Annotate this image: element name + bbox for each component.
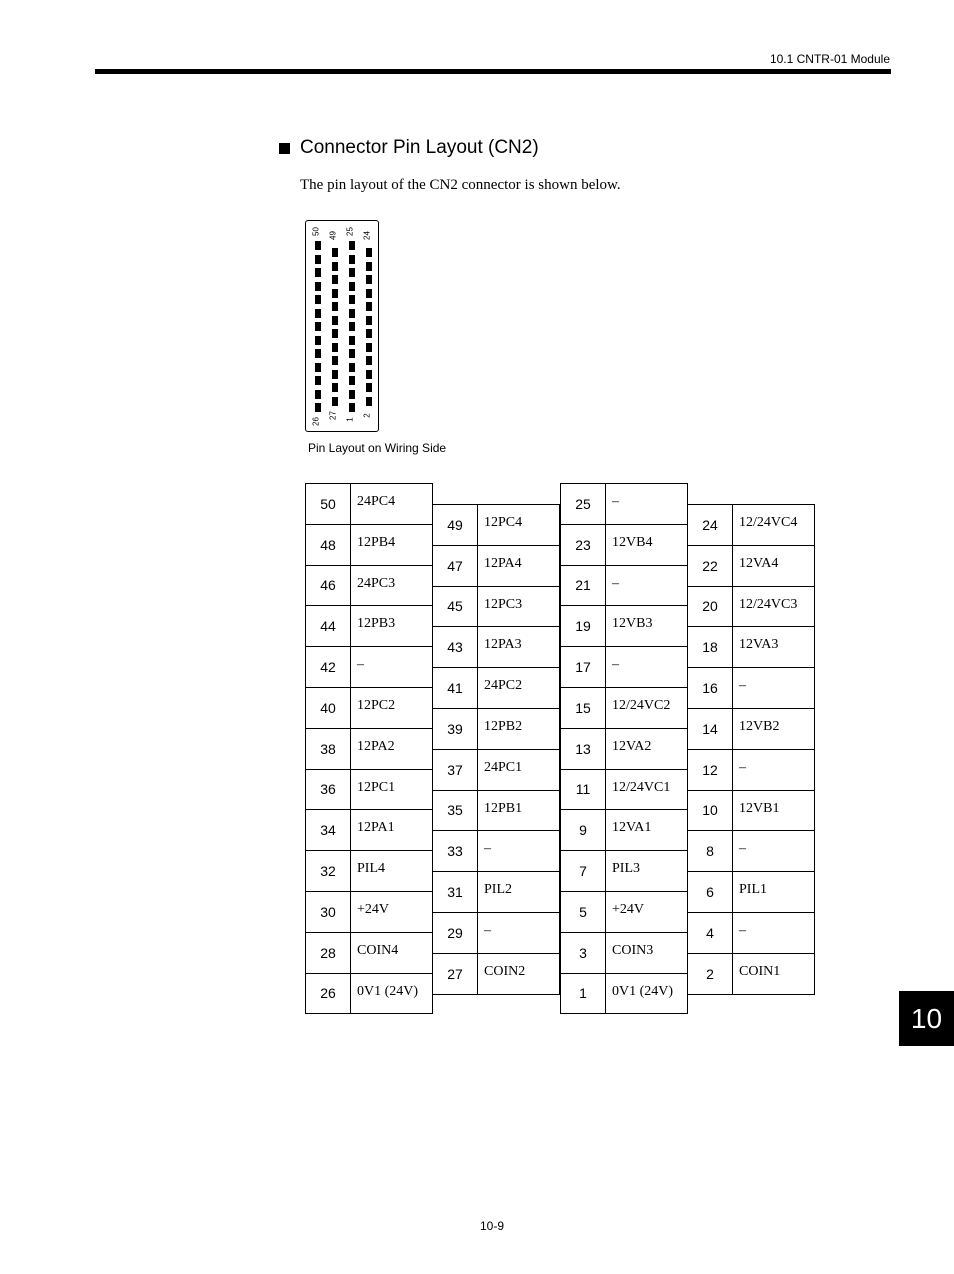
pin-number: 28 — [306, 933, 351, 973]
signal-name: – — [739, 841, 746, 857]
diagram-caption: Pin Layout on Wiring Side — [308, 441, 447, 455]
pin-number: 11 — [561, 770, 606, 810]
table-row — [433, 505, 559, 546]
pin-number: 22 — [688, 546, 733, 586]
signal-name: 0V1 (24V) — [612, 983, 674, 999]
signal-name: 12/24VC2 — [612, 697, 671, 713]
connector-pin — [332, 302, 338, 311]
table-row — [433, 546, 559, 587]
signal-name: – — [612, 657, 619, 673]
table-row — [688, 546, 814, 587]
pin-number: 3 — [561, 933, 606, 973]
connector-pin — [315, 336, 321, 345]
signal-name: PIL2 — [484, 882, 512, 898]
pin-number: 46 — [306, 566, 351, 606]
signal-name: 12PB4 — [357, 534, 396, 550]
pin-number: 19 — [561, 606, 606, 646]
pin-table-column — [432, 504, 560, 995]
table-row — [561, 851, 687, 892]
signal-name: +24V — [612, 901, 645, 917]
pin-number: 27 — [433, 954, 478, 994]
table-row — [688, 954, 814, 995]
connector-pin — [315, 363, 321, 372]
connector-pin — [366, 262, 372, 271]
signal-name: 24PC3 — [357, 575, 396, 591]
signal-name: PIL4 — [357, 861, 385, 877]
table-row — [688, 668, 814, 709]
pin-number: 39 — [433, 709, 478, 749]
signal-name: 12PB3 — [357, 616, 396, 632]
pin-number: 18 — [688, 627, 733, 667]
connector-pin — [332, 343, 338, 352]
connector-pin — [332, 316, 338, 325]
table-row — [688, 627, 814, 668]
signal-name: 12VB1 — [739, 800, 780, 816]
pin-number: 10 — [688, 791, 733, 831]
pin-number: 23 — [561, 525, 606, 565]
pin-number: 5 — [561, 892, 606, 932]
pin-number: 17 — [561, 647, 606, 687]
connector-pin — [349, 376, 355, 385]
pin-number: 30 — [306, 892, 351, 932]
signal-name: – — [357, 657, 364, 673]
pin-number: 38 — [306, 729, 351, 769]
pin-number: 12 — [688, 750, 733, 790]
connector-pin — [349, 282, 355, 291]
signal-name: 0V1 (24V) — [357, 983, 419, 999]
table-row — [561, 566, 687, 607]
pin-number: 43 — [433, 627, 478, 667]
pin-label: 50 — [311, 227, 321, 236]
table-row — [433, 913, 559, 954]
connector-pin — [366, 329, 372, 338]
signal-name: – — [484, 922, 491, 938]
table-row — [561, 525, 687, 566]
connector-pin — [332, 275, 338, 284]
signal-name: 24PC1 — [484, 759, 523, 775]
section-title: Connector Pin Layout (CN2) — [300, 137, 539, 158]
signal-name: 12VB4 — [612, 534, 653, 550]
connector-pin — [315, 309, 321, 318]
table-row — [561, 484, 687, 525]
signal-name: – — [739, 922, 746, 938]
table-row — [561, 688, 687, 729]
table-row — [306, 933, 432, 974]
connector-pin — [349, 336, 355, 345]
signal-name: 12VB3 — [612, 616, 653, 632]
signal-name: 12PA1 — [357, 820, 395, 836]
connector-pin — [366, 343, 372, 352]
connector-pin — [349, 363, 355, 372]
pin-number: 50 — [306, 484, 351, 524]
running-header: 10.1 CNTR-01 Module — [769, 52, 890, 66]
connector-pin — [366, 316, 372, 325]
connector-pin — [332, 262, 338, 271]
pin-number: 15 — [561, 688, 606, 728]
pin-number: 4 — [688, 913, 733, 953]
pin-number: 44 — [306, 606, 351, 646]
pin-number: 1 — [561, 974, 606, 1014]
signal-name: +24V — [357, 901, 390, 917]
pin-number: 47 — [433, 546, 478, 586]
pin-number: 29 — [433, 913, 478, 953]
connector-pin — [349, 241, 355, 250]
connector-pin — [349, 295, 355, 304]
table-row — [306, 770, 432, 811]
signal-name: 12VA2 — [612, 738, 652, 754]
table-row — [433, 954, 559, 995]
table-row — [561, 606, 687, 647]
connector-pin — [315, 390, 321, 399]
pin-label: 1 — [345, 417, 355, 422]
pin-number: 16 — [688, 668, 733, 708]
pin-number: 31 — [433, 872, 478, 912]
table-row — [561, 647, 687, 688]
connector-pin — [332, 356, 338, 365]
pin-number: 49 — [433, 505, 478, 545]
connector-pin — [366, 275, 372, 284]
connector-pin — [332, 329, 338, 338]
connector-diagram — [305, 220, 379, 432]
connector-pin — [315, 255, 321, 264]
pin-number: 33 — [433, 831, 478, 871]
signal-name: 12PC2 — [357, 697, 396, 713]
signal-name: 12PC1 — [357, 779, 396, 795]
signal-name: 12PB2 — [484, 718, 523, 734]
signal-name: 12/24VC3 — [739, 596, 798, 612]
pin-number: 14 — [688, 709, 733, 749]
connector-pin — [315, 241, 321, 250]
table-row — [688, 913, 814, 954]
pin-number: 24 — [688, 505, 733, 545]
connector-pin — [315, 295, 321, 304]
table-row — [561, 974, 687, 1015]
table-row — [433, 668, 559, 709]
table-row — [561, 810, 687, 851]
signal-name: COIN4 — [357, 942, 399, 958]
section-heading — [279, 137, 539, 159]
signal-name: – — [484, 841, 491, 857]
pin-number: 20 — [688, 587, 733, 627]
pin-number: 36 — [306, 770, 351, 810]
pin-number: 21 — [561, 566, 606, 606]
pin-table-column — [687, 504, 815, 995]
signal-name: COIN1 — [739, 963, 781, 979]
table-row — [306, 688, 432, 729]
connector-pin — [349, 322, 355, 331]
table-row — [306, 647, 432, 688]
pin-number: 34 — [306, 810, 351, 850]
pin-label: 2 — [362, 413, 372, 418]
table-row — [561, 729, 687, 770]
pin-table-column — [560, 483, 688, 1014]
signal-name: 12VA1 — [612, 820, 652, 836]
square-bullet-icon — [279, 143, 290, 154]
connector-pin — [315, 349, 321, 358]
table-row — [688, 791, 814, 832]
table-row — [306, 729, 432, 770]
table-row — [306, 484, 432, 525]
pin-number: 41 — [433, 668, 478, 708]
table-row — [433, 750, 559, 791]
connector-pin — [332, 370, 338, 379]
pin-label: 24 — [362, 231, 372, 240]
table-row — [306, 974, 432, 1015]
pin-number: 37 — [433, 750, 478, 790]
pin-number: 45 — [433, 587, 478, 627]
table-row — [306, 566, 432, 607]
connector-pin — [349, 390, 355, 399]
signal-name: – — [739, 678, 746, 694]
table-row — [306, 606, 432, 647]
signal-name: 12PC4 — [484, 515, 523, 530]
connector-pin — [349, 349, 355, 358]
pin-number: 40 — [306, 688, 351, 728]
connector-pin — [366, 370, 372, 379]
signal-name: – — [612, 575, 619, 591]
connector-pin — [349, 403, 355, 412]
signal-name: 12VA4 — [739, 555, 779, 571]
table-row — [561, 770, 687, 811]
connector-pin — [332, 397, 338, 406]
page-number: 10-9 — [480, 1219, 505, 1233]
pin-number: 6 — [688, 872, 733, 912]
table-row — [561, 892, 687, 933]
table-row — [433, 872, 559, 913]
table-row — [561, 933, 687, 974]
connector-pin — [349, 309, 355, 318]
chapter-tab: 10 — [899, 991, 954, 1046]
connector-pin — [315, 376, 321, 385]
pin-label: 25 — [345, 227, 355, 236]
table-row — [433, 709, 559, 750]
connector-pin — [366, 302, 372, 311]
table-row — [688, 505, 814, 546]
signal-name: 12PA4 — [484, 555, 522, 571]
signal-name: COIN2 — [484, 963, 526, 979]
signal-name: – — [612, 494, 619, 509]
pin-number: 32 — [306, 851, 351, 891]
table-row — [433, 627, 559, 668]
connector-pin — [366, 356, 372, 365]
connector-pin — [315, 268, 321, 277]
pin-number: 35 — [433, 791, 478, 831]
table-row — [688, 831, 814, 872]
table-row — [688, 872, 814, 913]
connector-pin — [332, 248, 338, 257]
pin-label: 49 — [328, 231, 338, 240]
connector-pin — [366, 383, 372, 392]
connector-pin — [366, 289, 372, 298]
table-row — [433, 791, 559, 832]
signal-name: PIL3 — [612, 861, 640, 877]
intro-text: The pin layout of the CN2 connector is shown below. — [300, 177, 621, 193]
connector-pin — [349, 268, 355, 277]
signal-name: 24PC4 — [357, 494, 396, 509]
signal-name: 12VA3 — [739, 637, 779, 653]
table-row — [306, 892, 432, 933]
table-row — [688, 587, 814, 628]
pin-number: 25 — [561, 484, 606, 524]
pin-number: 42 — [306, 647, 351, 687]
connector-pin — [366, 397, 372, 406]
pin-label: 26 — [311, 417, 321, 426]
table-row — [433, 831, 559, 872]
signal-name: 12PA2 — [357, 738, 395, 754]
pin-number: 9 — [561, 810, 606, 850]
connector-pin — [332, 383, 338, 392]
signal-name: PIL1 — [739, 882, 767, 898]
pin-number: 48 — [306, 525, 351, 565]
signal-name: COIN3 — [612, 942, 654, 958]
pin-table-column — [305, 483, 433, 1014]
signal-name: 12/24VC4 — [739, 515, 798, 530]
connector-pin — [315, 322, 321, 331]
signal-name: 12/24VC1 — [612, 779, 671, 795]
connector-pin — [315, 282, 321, 291]
signal-name: 12PC3 — [484, 596, 523, 612]
connector-pin — [315, 403, 321, 412]
header-rule — [95, 69, 891, 74]
connector-pin — [366, 248, 372, 257]
table-row — [306, 851, 432, 892]
signal-name: 24PC2 — [484, 678, 523, 694]
table-row — [433, 587, 559, 628]
pin-number: 13 — [561, 729, 606, 769]
pin-number: 26 — [306, 974, 351, 1014]
table-row — [688, 709, 814, 750]
signal-name: 12PA3 — [484, 637, 522, 653]
pin-number: 8 — [688, 831, 733, 871]
signal-name: 12PB1 — [484, 800, 523, 816]
signal-name: – — [739, 759, 746, 775]
connector-pin — [332, 289, 338, 298]
table-row — [306, 810, 432, 851]
pin-number: 2 — [688, 954, 733, 994]
pin-number: 7 — [561, 851, 606, 891]
table-row — [688, 750, 814, 791]
connector-pin — [349, 255, 355, 264]
signal-name: 12VB2 — [739, 718, 780, 734]
pin-label: 27 — [328, 411, 338, 420]
table-row — [306, 525, 432, 566]
